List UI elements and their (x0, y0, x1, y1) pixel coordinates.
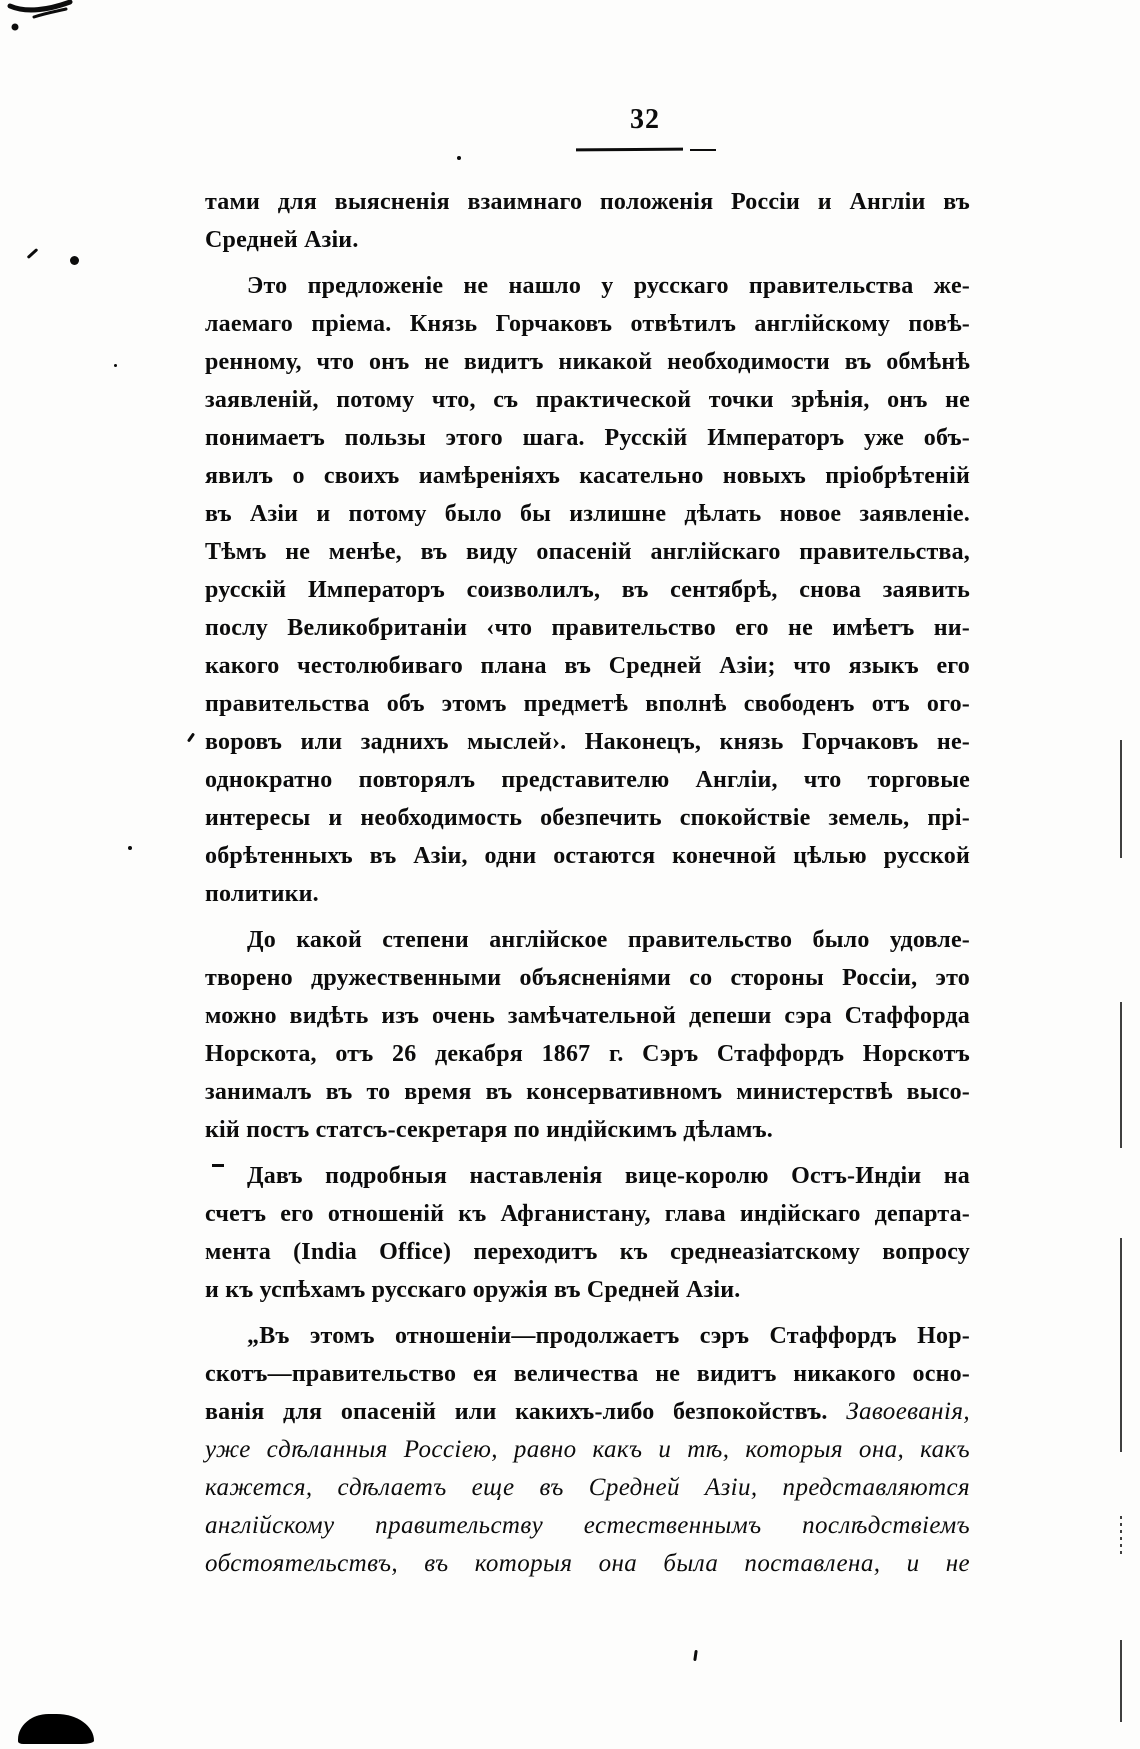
roman-text: явилъ о своихъ иамѣреніяхъ касательно новыхъ пріобрѣтеній (205, 463, 970, 489)
speck-artifact (114, 364, 117, 367)
page-edge-line (1120, 1516, 1122, 1558)
text-line (205, 685, 970, 723)
paragraph (205, 1157, 970, 1309)
margin-dot-artifact (70, 256, 79, 265)
roman-text: заявленій, потому что, съ практической точки зрѣнія, онъ не (205, 387, 970, 413)
roman-text: интересы и необходимость обезпечить спокойствіе земель, прі- (205, 805, 970, 831)
margin-tick-artifact (27, 248, 39, 259)
roman-text: лаемаго пріема. Князь Горчаковъ отвѣтилъ англійскому повѣ- (205, 311, 970, 337)
text-line (205, 1469, 970, 1507)
text-line (205, 1545, 970, 1583)
roman-text: Давъ подробныя наставленія вице-королю Остъ-Индіи на (247, 1163, 970, 1189)
text-line (205, 799, 970, 837)
apostrophe-artifact (693, 1650, 698, 1661)
italic-text: уже сдѣланныя Россіею, равно какъ и тѣ, которыя она, какъ (205, 1436, 970, 1463)
roman-text: „Въ этомъ отношеніи—продолжаетъ сэръ Стаффордъ Нор- (247, 1323, 970, 1349)
roman-text: Средней Азіи. (205, 227, 359, 253)
roman-text: русскій Императоръ соизволилъ, въ сентябрѣ, снова заявить (205, 577, 970, 603)
page-number: 32 (630, 104, 660, 135)
roman-text: правительства объ этомъ предметѣ вполнѣ свободенъ отъ ого- (205, 691, 970, 717)
text-line (205, 1195, 970, 1233)
roman-text: кій постъ статсъ-секретаря по индійскимъ дѣламъ. (205, 1117, 773, 1143)
roman-text: послу Великобританіи ‹что правительство его не имѣетъ ни- (205, 615, 970, 641)
text-line (205, 1233, 970, 1271)
text-line (205, 267, 970, 305)
ink-blot-artifact (18, 1714, 94, 1744)
italic-text: обстоятельствъ, въ которыя она была поставлена, и не (205, 1550, 970, 1577)
roman-text: занималъ въ то время въ консервативномъ министерствѣ высо- (205, 1079, 970, 1105)
text-line (205, 609, 970, 647)
italic-text: Завоеванія, (846, 1398, 970, 1425)
text-line (205, 1073, 970, 1111)
text-line (205, 495, 970, 533)
text-line (205, 533, 970, 571)
page-edge-line (1120, 740, 1122, 858)
roman-text: Норскота, отъ 26 декабря 1867 г. Сэръ Стаффордъ Норскотъ (205, 1041, 970, 1067)
text-line (205, 1111, 970, 1149)
roman-text: Это предложеніе не нашло у русскаго правительства же- (247, 273, 970, 299)
roman-text: тами для выясненія взаимнаго положенія Россіи и Англіи въ (205, 189, 970, 215)
italic-text: кажется, сдѣлаетъ еще въ Средней Азіи, представляются (205, 1474, 970, 1501)
text-block (205, 183, 970, 1583)
italic-text: англійскому правительству естественнымъ послѣдствіемъ (205, 1512, 970, 1539)
paragraph (205, 1317, 970, 1583)
text-line (205, 837, 970, 875)
text-line (205, 921, 970, 959)
text-line (205, 381, 970, 419)
text-line (205, 571, 970, 609)
paragraph (205, 183, 970, 259)
paragraph (205, 267, 970, 913)
header-rule-short (690, 149, 716, 151)
text-line (205, 1393, 970, 1431)
text-line (205, 419, 970, 457)
text-line (205, 1271, 970, 1309)
text-line (205, 183, 970, 221)
text-line (205, 1157, 970, 1195)
roman-text: счетъ его отношеній къ Афганистану, глава индійскаго департа- (205, 1201, 970, 1227)
text-line (205, 305, 970, 343)
roman-text: ванія для опасеній или какихъ-либо безпокойствъ. (205, 1399, 847, 1425)
roman-text: и къ успѣхамъ русскаго оружія въ Средней Азіи. (205, 1277, 741, 1303)
page-edge-line (1120, 1002, 1122, 1148)
text-line (205, 1355, 970, 1393)
header-rule-long (576, 148, 683, 152)
roman-text: понимаетъ пользы этого шага. Русскій Императоръ уже объ- (205, 425, 970, 451)
text-line (205, 647, 970, 685)
roman-text: однократно повторялъ представителю Англіи, что торговые (205, 767, 970, 793)
page-edge-line (1120, 1640, 1122, 1722)
page-edge-line (1120, 1238, 1122, 1452)
text-line (205, 457, 970, 495)
text-line (205, 723, 970, 761)
text-line (205, 1035, 970, 1073)
roman-text: въ Азіи и потому было бы излишне дѣлать новое заявленіе. (205, 501, 970, 527)
text-line (205, 343, 970, 381)
text-line (205, 875, 970, 913)
text-line (205, 1431, 970, 1469)
roman-text: воровъ или заднихъ мыслей›. Наконецъ, князь Горчаковъ не- (205, 729, 970, 755)
text-line (205, 959, 970, 997)
margin-slash-artifact (187, 733, 195, 743)
text-line (205, 1507, 970, 1545)
roman-text: мента (India Office) переходитъ къ среднеазіатскому вопросу (205, 1239, 970, 1265)
text-line (205, 1317, 970, 1355)
roman-text: До какой степени англійское правительство было удовле- (247, 927, 970, 953)
roman-text: можно видѣть изъ очень замѣчательной депеши сэра Стаффорда (205, 1003, 970, 1029)
roman-text: скотъ—правительство ея величества не видитъ никакого осно- (205, 1361, 970, 1387)
paragraph (205, 921, 970, 1149)
roman-text: политики. (205, 881, 319, 907)
text-line (205, 997, 970, 1035)
roman-text: обрѣтенныхъ въ Азіи, одни остаются конечной цѣлью русской (205, 843, 970, 869)
speck-artifact (457, 156, 461, 160)
margin-dash-artifact (212, 1164, 224, 1167)
roman-text: ренному, что онъ не видитъ никакой необходимости въ обмѣнѣ (205, 349, 970, 375)
roman-text: творено дружественными объясненіями со стороны Россіи, это (205, 965, 970, 991)
speck-artifact (128, 846, 132, 850)
text-line (205, 221, 970, 259)
roman-text: какого честолюбиваго плана въ Средней Азіи; что языкъ его (205, 653, 970, 679)
pen-stroke-artifact (2, 0, 76, 34)
text-line (205, 761, 970, 799)
roman-text: Тѣмъ не менѣе, въ виду опасеній англійскаго правительства, (205, 539, 970, 565)
